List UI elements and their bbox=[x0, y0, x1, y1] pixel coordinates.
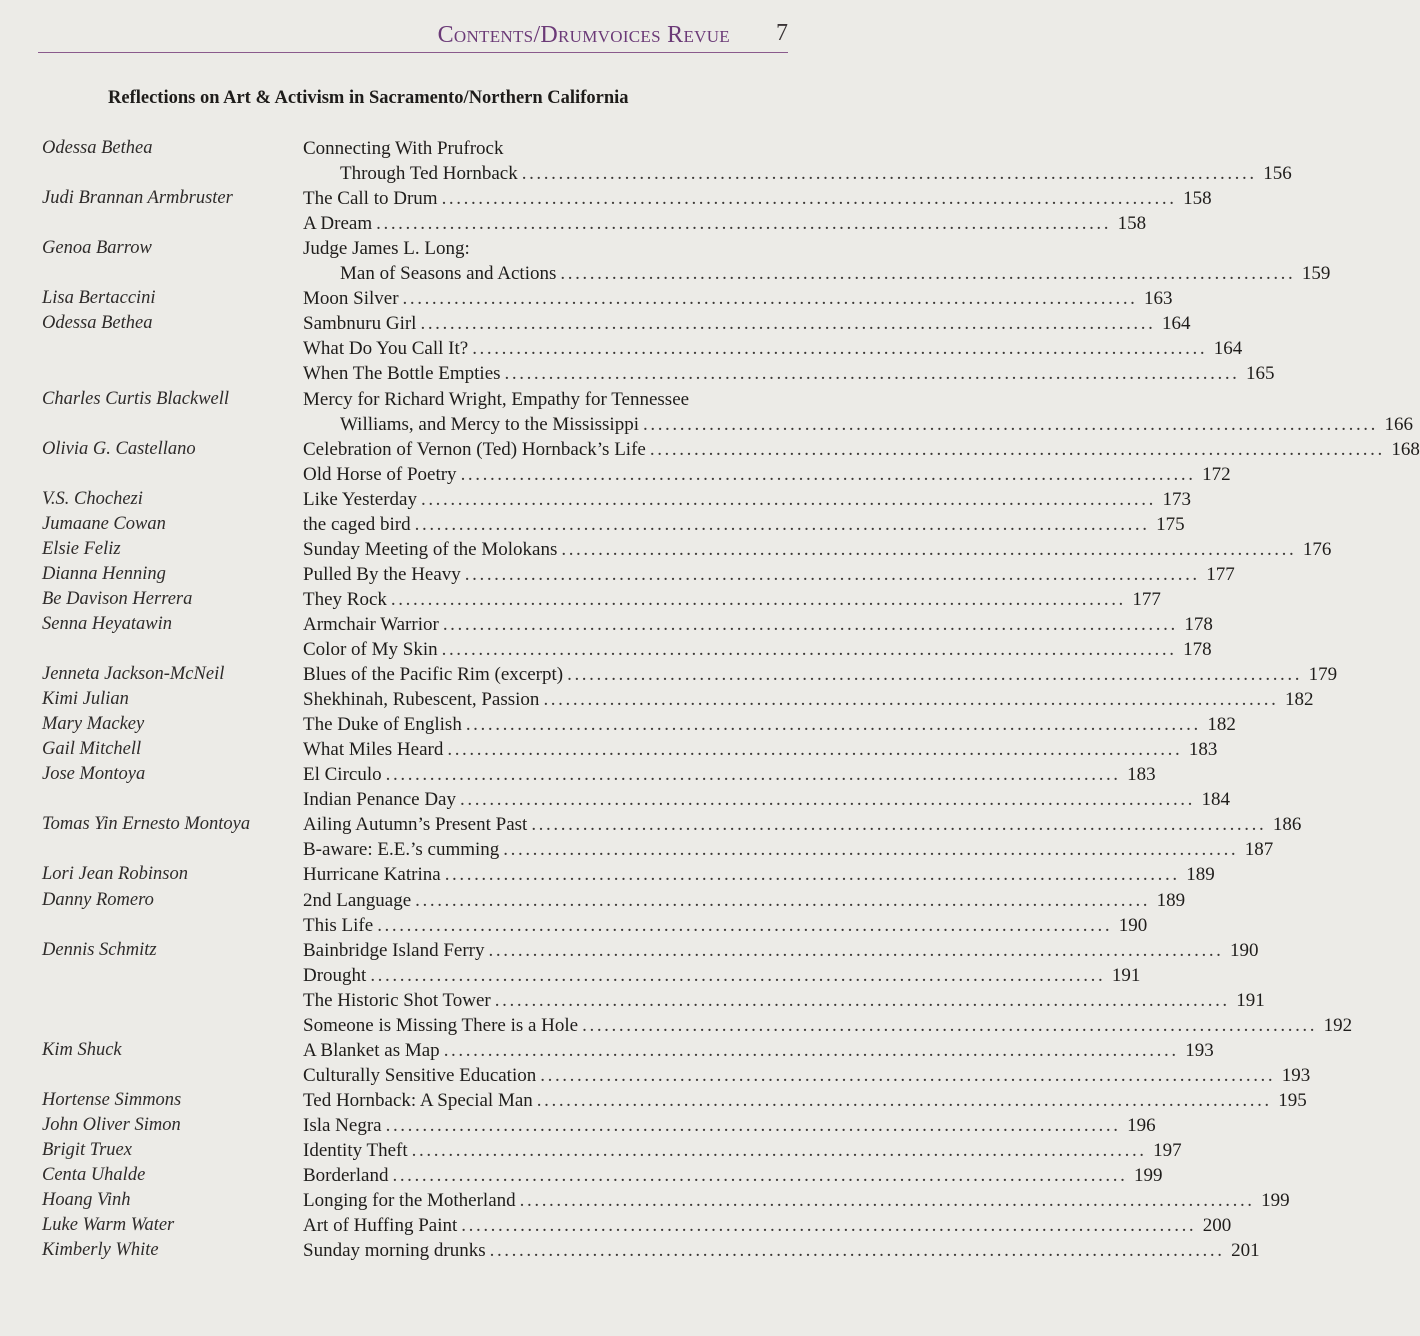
dot-leader: .................................................................................................... bbox=[420, 489, 1156, 510]
toc-author: Lisa Bertaccini bbox=[42, 288, 156, 308]
toc-entry-page: 197 bbox=[1153, 1140, 1182, 1161]
toc-author: Kim Shuck bbox=[42, 1040, 122, 1060]
toc-author: Dianna Henning bbox=[42, 564, 166, 584]
toc-entry bbox=[340, 261, 1331, 286]
dot-leader: .................................................................................................... bbox=[503, 839, 1239, 860]
toc-entry bbox=[340, 412, 1413, 437]
toc-entry-title: Celebration of Vernon (Ted) Hornback’s Life bbox=[303, 439, 646, 460]
toc-entry-page: 199 bbox=[1261, 1190, 1290, 1211]
toc-entry-page: 177 bbox=[1206, 564, 1235, 585]
toc-entry-title: the caged bird bbox=[303, 514, 411, 535]
dot-leader: .................................................................................................... bbox=[441, 188, 1177, 209]
toc-entry bbox=[303, 612, 1213, 637]
dot-leader: .................................................................................................... bbox=[465, 714, 1201, 735]
toc-entry bbox=[303, 637, 1212, 662]
toc-entry-title: Pulled By the Heavy bbox=[303, 564, 461, 585]
dot-leader: .................................................................................................... bbox=[649, 439, 1385, 460]
toc-entry bbox=[303, 862, 1215, 887]
toc-entry-title: Culturally Sensitive Education bbox=[303, 1065, 537, 1086]
dot-leader: .................................................................................................... bbox=[464, 564, 1200, 585]
dot-leader: .................................................................................................... bbox=[376, 213, 1112, 234]
toc-entry-title: Drought bbox=[303, 965, 367, 986]
dot-leader: .................................................................................................... bbox=[385, 764, 1121, 785]
toc-entry bbox=[303, 938, 1259, 963]
dot-leader: .................................................................................................... bbox=[441, 639, 1177, 660]
toc-entry-title: 2nd Language bbox=[303, 890, 412, 911]
toc-entry-page: 183 bbox=[1127, 764, 1156, 785]
dot-leader: .................................................................................................... bbox=[488, 940, 1224, 961]
toc-author: V.S. Chochezi bbox=[42, 489, 143, 509]
toc-entry-title: Sunday Meeting of the Molokans bbox=[303, 539, 558, 560]
toc-author: Kimberly White bbox=[42, 1240, 159, 1260]
toc-entry bbox=[303, 387, 788, 412]
toc-entry bbox=[303, 837, 1274, 862]
toc-entry-page: 175 bbox=[1156, 514, 1185, 535]
toc-entry-page: 190 bbox=[1118, 915, 1148, 936]
toc-entry-title: What Do You Call It? bbox=[303, 338, 469, 359]
toc-entry bbox=[303, 211, 1147, 236]
dot-leader: .................................................................................................... bbox=[411, 1140, 1147, 1161]
toc-entry-page: 163 bbox=[1144, 288, 1173, 309]
toc-author: John Oliver Simon bbox=[42, 1115, 181, 1135]
dot-leader: .................................................................................................... bbox=[543, 689, 1279, 710]
toc-entry-page: 178 bbox=[1183, 639, 1212, 660]
toc-author: Elsie Feliz bbox=[42, 539, 121, 559]
toc-entry-page: 186 bbox=[1272, 814, 1302, 835]
toc-entry bbox=[303, 988, 1265, 1013]
dot-leader: .................................................................................................... bbox=[489, 1240, 1225, 1261]
toc-author: Jumaane Cowan bbox=[42, 514, 166, 534]
toc-entry-title: Borderland bbox=[303, 1165, 389, 1186]
dot-leader: .................................................................................................... bbox=[494, 990, 1230, 1011]
toc-entry bbox=[303, 361, 1275, 386]
toc-entry-page: 191 bbox=[1236, 990, 1265, 1011]
toc-author: Odessa Bethea bbox=[42, 138, 153, 158]
toc-entry-title: Indian Penance Day bbox=[303, 789, 456, 810]
toc-author: Centa Uhalde bbox=[42, 1165, 146, 1185]
toc-entry-page: 187 bbox=[1244, 839, 1274, 860]
toc-author: Jose Montoya bbox=[42, 764, 146, 784]
toc-entry bbox=[303, 311, 1191, 336]
running-header-title: Contents/Drumvoices Revue bbox=[437, 22, 730, 48]
toc-entry bbox=[303, 762, 1156, 787]
toc-entry-title: Armchair Warrior bbox=[303, 614, 439, 635]
toc-entry-page: 172 bbox=[1202, 464, 1231, 485]
toc-author: Olivia G. Castellano bbox=[42, 439, 196, 459]
toc-entry-title: Art of Huffing Paint bbox=[303, 1215, 458, 1236]
toc-entry-page: 182 bbox=[1207, 714, 1236, 735]
toc-entry-page: 179 bbox=[1308, 664, 1338, 685]
dot-leader: .................................................................................................... bbox=[567, 664, 1303, 685]
dot-leader: .................................................................................................... bbox=[420, 313, 1156, 334]
toc-entry bbox=[303, 136, 788, 161]
toc-entry bbox=[303, 1038, 1214, 1063]
toc-entry bbox=[303, 462, 1231, 487]
dot-leader: .................................................................................................... bbox=[472, 338, 1208, 359]
toc-entry-page: 192 bbox=[1323, 1015, 1353, 1036]
dot-leader: .................................................................................................... bbox=[444, 864, 1180, 885]
toc-entry-title: The Duke of English bbox=[303, 714, 462, 735]
toc-entry bbox=[303, 662, 1338, 687]
toc-entry-title: The Historic Shot Tower bbox=[303, 990, 491, 1011]
toc-entry-title: Shekhinah, Rubescent, Passion bbox=[303, 689, 540, 710]
toc-entry bbox=[303, 437, 1420, 462]
dot-leader: .................................................................................................... bbox=[531, 814, 1267, 835]
toc-entry-title: Identity Theft bbox=[303, 1140, 408, 1161]
toc-entry bbox=[303, 787, 1230, 812]
toc-entry-page: 168 bbox=[1391, 439, 1420, 460]
toc-author: Hoang Vinh bbox=[42, 1190, 131, 1210]
toc-entry-page: 201 bbox=[1231, 1240, 1260, 1261]
toc-entry bbox=[303, 888, 1186, 913]
toc-entry bbox=[303, 286, 1173, 311]
toc-author: Be Davison Herrera bbox=[42, 589, 193, 609]
toc-entry-title: A Dream bbox=[303, 213, 373, 234]
dot-leader: .................................................................................................... bbox=[447, 739, 1183, 760]
toc-entry-page: 195 bbox=[1278, 1090, 1307, 1111]
dot-leader: .................................................................................................... bbox=[390, 589, 1126, 610]
toc-entry-page: 184 bbox=[1201, 789, 1230, 810]
toc-author: Tomas Yin Ernesto Montoya bbox=[42, 814, 251, 834]
dot-leader: .................................................................................................... bbox=[385, 1115, 1121, 1136]
toc-author: Odessa Bethea bbox=[42, 313, 153, 333]
section-heading: Reflections on Art & Activism in Sacramento/Northern California bbox=[108, 88, 629, 108]
toc-entry-title: Old Horse of Poetry bbox=[303, 464, 457, 485]
toc-author: Dennis Schmitz bbox=[42, 940, 157, 960]
toc-entry bbox=[303, 712, 1236, 737]
toc-entry-page: 189 bbox=[1156, 890, 1186, 911]
dot-leader: .................................................................................................... bbox=[504, 363, 1240, 384]
toc-entry-title: Mercy for Richard Wright, Empathy for Tennessee bbox=[303, 389, 690, 410]
toc-entry-title: Moon Silver bbox=[303, 288, 399, 309]
dot-leader: .................................................................................................... bbox=[377, 915, 1113, 936]
toc-entry-page: 177 bbox=[1132, 589, 1161, 610]
toc-entry bbox=[303, 1088, 1307, 1113]
dot-leader: .................................................................................................... bbox=[460, 464, 1196, 485]
toc-entry-title: What Miles Heard bbox=[303, 739, 444, 760]
toc-entry-page: 189 bbox=[1186, 864, 1215, 885]
toc-entry bbox=[303, 1188, 1290, 1213]
toc-entry-title: Connecting With Prufrock bbox=[303, 138, 504, 159]
dot-leader: .................................................................................................... bbox=[521, 163, 1257, 184]
toc-entry-title: Color of My Skin bbox=[303, 639, 438, 660]
toc-author: Genoa Barrow bbox=[42, 238, 152, 258]
toc-author: Mary Mackey bbox=[42, 714, 145, 734]
toc-entry-title: The Call to Drum bbox=[303, 188, 438, 209]
dot-leader: .................................................................................................... bbox=[560, 263, 1296, 284]
toc-author: Lori Jean Robinson bbox=[42, 864, 188, 884]
toc-entry-title: Man of Seasons and Actions bbox=[340, 263, 557, 284]
toc-entry-page: 183 bbox=[1188, 739, 1218, 760]
toc-entry bbox=[340, 161, 1292, 186]
toc-entry bbox=[303, 737, 1218, 762]
dot-leader: .................................................................................................... bbox=[415, 890, 1151, 911]
toc-entry bbox=[303, 1013, 1353, 1038]
toc-author: Charles Curtis Blackwell bbox=[42, 389, 230, 409]
toc-author: Gail Mitchell bbox=[42, 739, 142, 759]
toc-entry-page: 164 bbox=[1213, 338, 1243, 359]
toc-entry-title: Hurricane Katrina bbox=[303, 864, 441, 885]
toc-entry-page: 158 bbox=[1117, 213, 1147, 234]
toc-entry-title: When The Bottle Empties bbox=[303, 363, 501, 384]
toc-entry bbox=[303, 512, 1185, 537]
toc-entry bbox=[303, 1163, 1163, 1188]
toc-entry-title: Blues of the Pacific Rim (excerpt) bbox=[303, 664, 564, 685]
dot-leader: .................................................................................................... bbox=[582, 1015, 1318, 1036]
toc-author: Luke Warm Water bbox=[42, 1215, 175, 1235]
dot-leader: .................................................................................................... bbox=[414, 514, 1150, 535]
toc-entry-title: A Blanket as Map bbox=[303, 1040, 440, 1061]
toc-entry-page: 156 bbox=[1263, 163, 1292, 184]
toc-author: Senna Heyatawin bbox=[42, 614, 172, 634]
toc-entry-title: Isla Negra bbox=[303, 1115, 382, 1136]
toc-entry-title: Sunday morning drunks bbox=[303, 1240, 486, 1261]
toc-entry-page: 193 bbox=[1185, 1040, 1214, 1061]
toc-author: Brigit Truex bbox=[42, 1140, 132, 1160]
toc-entry bbox=[303, 1113, 1156, 1138]
toc-entry-page: 191 bbox=[1111, 965, 1141, 986]
toc-entry-title: El Circulo bbox=[303, 764, 382, 785]
toc-entry-title: Through Ted Hornback bbox=[340, 163, 518, 184]
dot-leader: .................................................................................................... bbox=[540, 1065, 1276, 1086]
toc-entry bbox=[303, 487, 1191, 512]
toc-entry-title: Ailing Autumn’s Present Past bbox=[303, 814, 528, 835]
toc-entry bbox=[303, 963, 1141, 988]
toc-entry-title: B-aware: E.E.’s cumming bbox=[303, 839, 500, 860]
toc-entry-title: Bainbridge Island Ferry bbox=[303, 940, 485, 961]
toc-author: Judi Brannan Armbruster bbox=[42, 188, 233, 208]
toc-entry bbox=[303, 913, 1148, 938]
toc-entry bbox=[303, 587, 1161, 612]
toc-entry bbox=[303, 1138, 1182, 1163]
toc-entry-title: Like Yesterday bbox=[303, 489, 417, 510]
toc-entry-title: Judge James L. Long: bbox=[303, 238, 470, 259]
dot-leader: .................................................................................................... bbox=[461, 1215, 1197, 1236]
dot-leader: .................................................................................................... bbox=[402, 288, 1138, 309]
toc-entry bbox=[303, 687, 1314, 712]
toc-entry-title: This Life bbox=[303, 915, 374, 936]
toc-entry-page: 176 bbox=[1302, 539, 1332, 560]
dot-leader: .................................................................................................... bbox=[460, 789, 1195, 810]
toc-entry bbox=[303, 1238, 1260, 1263]
toc-entry-page: 166 bbox=[1384, 414, 1413, 435]
dot-leader: .................................................................................................... bbox=[536, 1090, 1272, 1111]
toc-entry bbox=[303, 562, 1235, 587]
toc-author: Danny Romero bbox=[42, 890, 154, 910]
toc-entry-title: Someone is Missing There is a Hole bbox=[303, 1015, 579, 1036]
toc-entry-page: 178 bbox=[1184, 614, 1213, 635]
toc-entry bbox=[303, 336, 1243, 361]
toc-author: Kimi Julian bbox=[42, 689, 129, 709]
toc-entry-page: 158 bbox=[1183, 188, 1212, 209]
dot-leader: .................................................................................................... bbox=[442, 614, 1178, 635]
dot-leader: .................................................................................................... bbox=[519, 1190, 1255, 1211]
toc-author: Hortense Simmons bbox=[42, 1090, 182, 1110]
toc-entry-title: Ted Hornback: A Special Man bbox=[303, 1090, 533, 1111]
dot-leader: .................................................................................................... bbox=[561, 539, 1297, 560]
toc-entry-page: 159 bbox=[1301, 263, 1331, 284]
toc-entry-title: Sambnuru Girl bbox=[303, 313, 417, 334]
dot-leader: .................................................................................................... bbox=[392, 1165, 1128, 1186]
dot-leader: .................................................................................................... bbox=[643, 414, 1378, 435]
toc-entry-page: 193 bbox=[1281, 1065, 1311, 1086]
toc-entry bbox=[303, 236, 788, 261]
toc-entry-title: They Rock bbox=[303, 589, 387, 610]
toc-entry-page: 196 bbox=[1127, 1115, 1156, 1136]
toc-entry-title: Longing for the Motherland bbox=[303, 1190, 516, 1211]
toc-entry-page: 165 bbox=[1246, 363, 1275, 384]
toc-entry bbox=[303, 537, 1332, 562]
toc-entry-page: 190 bbox=[1230, 940, 1259, 961]
dot-leader: .................................................................................................... bbox=[443, 1040, 1179, 1061]
toc-entry-page: 173 bbox=[1162, 489, 1191, 510]
toc-author: Jenneta Jackson-McNeil bbox=[42, 664, 225, 684]
toc-entry bbox=[303, 186, 1212, 211]
toc-entry-page: 200 bbox=[1202, 1215, 1232, 1236]
toc-entry bbox=[303, 1063, 1311, 1088]
toc-entry bbox=[303, 812, 1302, 837]
toc-entry-title: Williams, and Mercy to the Mississippi bbox=[340, 414, 639, 435]
toc-entry bbox=[303, 1213, 1232, 1238]
toc-entry-page: 182 bbox=[1284, 689, 1314, 710]
page-number: 7 bbox=[776, 20, 788, 46]
toc-entry-page: 199 bbox=[1133, 1165, 1163, 1186]
toc-entry-page: 164 bbox=[1161, 313, 1191, 334]
dot-leader: .................................................................................................... bbox=[370, 965, 1106, 986]
